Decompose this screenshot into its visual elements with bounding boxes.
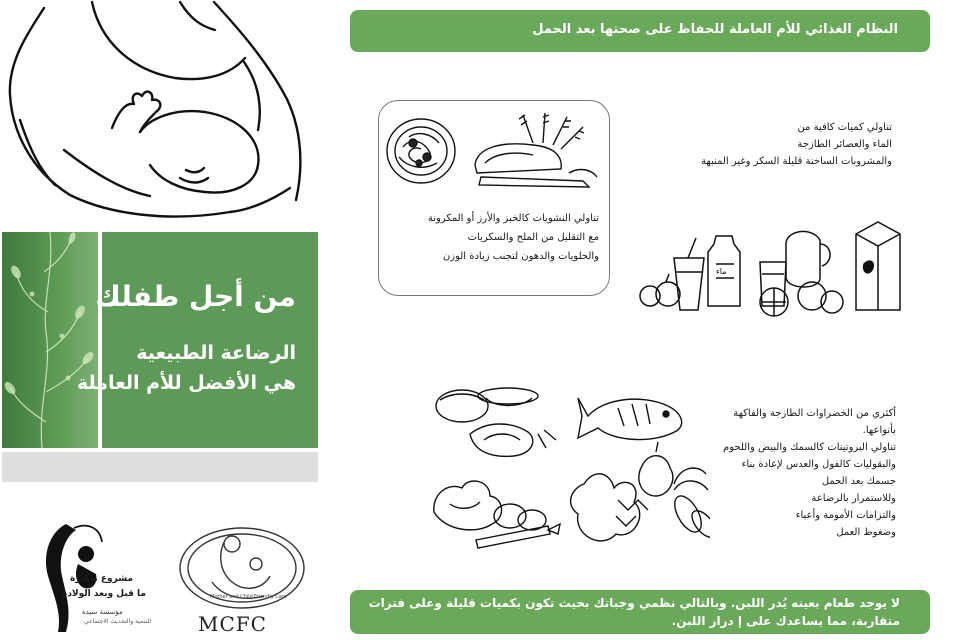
svg-text:Mother and Child: Mother and Child <box>210 594 253 600</box>
subtitle-line-1: الرضاعة الطبيعية <box>136 342 296 364</box>
fish-vegetables-fruits-icon <box>428 384 710 564</box>
logo-left-line-3: مؤسسة سيدة <box>82 608 123 616</box>
mcfc-logo-icon <box>172 512 312 616</box>
starch-line-1: تناولي النشويات كالخبز والأرز أو المكرونة <box>427 213 599 224</box>
logo-left-line-4: للتنمية والتحديث الاجتماعي <box>84 618 152 625</box>
logo-left-line-2: ما قبل وبعد الولادة <box>62 589 146 599</box>
juice-bottles-icon <box>636 218 914 318</box>
title-panel <box>2 232 318 448</box>
starch-line-2: مع التقليل من الملح والسكريات <box>467 232 599 243</box>
mother-breastfeeding-drawing <box>0 0 320 228</box>
vine-ornament-icon <box>2 232 98 448</box>
svg-text:ماء: ماء <box>716 267 727 276</box>
strip-divider <box>98 232 102 448</box>
footer-line-2: متقاربة، مما يساعدك على إ درار اللبن. <box>671 614 900 628</box>
header-title: النظام الغذائي للأم العاملة للحفاظ على صحتها بعد الحمل <box>532 22 898 37</box>
footer-line-1: لا يوجد طعام بعينه يُدر اللبن. وبالتالي نظمي وجباتك بحيث تكون بكميات قليلة وعلى فترات <box>368 596 900 610</box>
drink-line-3: والمشروبات الساخنة قليلة السكر وغير المنبهة <box>701 156 892 167</box>
left-panel <box>0 0 320 640</box>
produce-line-5: جسمك بعد الحمل <box>821 476 896 487</box>
produce-line-3: تناولي البروتينات كالسمك والبيض واللحوم <box>723 442 896 453</box>
drink-line-1: تناولي كميات كافية من <box>797 122 892 133</box>
produce-line-7: والتزامات الأمومة وأعباء <box>795 510 896 521</box>
produce-line-6: وللاستمرار بالرضاعة <box>811 493 896 504</box>
produce-line-2: بأنواعها. <box>862 425 896 436</box>
subtitle-line-2: هي الأفضل للأم العاملة <box>76 372 296 394</box>
page-title: من أجل طفلك <box>95 280 296 313</box>
footer-banner <box>350 590 930 634</box>
gray-divider-bar <box>2 452 318 482</box>
starch-line-3: والحلويات والدهون لتجنب زيادة الوزن <box>442 251 599 262</box>
produce-line-8: وضغوط العمل <box>836 527 896 538</box>
produce-line-4: والبقوليات كالفول والعدس لإعادة بناء <box>741 459 896 470</box>
header-banner <box>350 10 930 52</box>
drink-line-2: الماء والعصائر الطازجة <box>797 139 892 150</box>
produce-line-1: أكثري من الخضراوات الطازجة والفاكهة <box>733 408 896 419</box>
svg-text:Friendly Care: Friendly Care <box>254 594 287 600</box>
mcfc-acronym: MCFC <box>198 612 267 636</box>
pasta-and-bread-icon <box>383 107 605 197</box>
logo-left-line-1: مشروع مبادرة <box>70 574 133 584</box>
starch-card <box>378 100 610 296</box>
